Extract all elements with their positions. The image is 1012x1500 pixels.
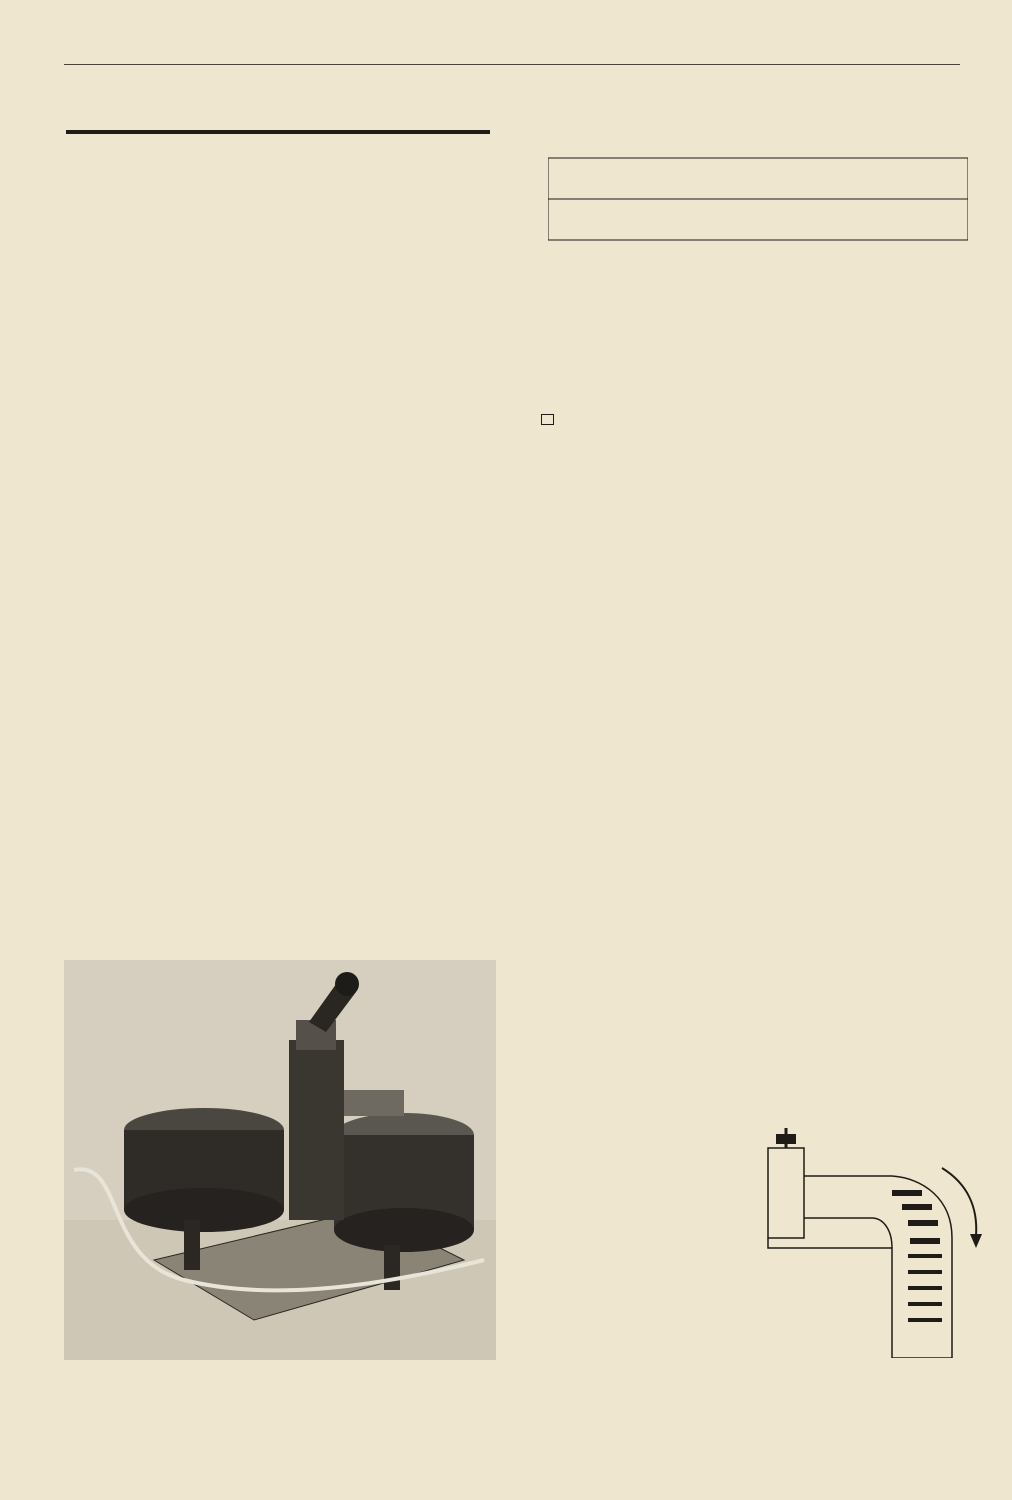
square-icon — [541, 414, 554, 425]
spectrum-figure — [548, 100, 968, 280]
spectrum-caption — [541, 412, 965, 430]
title-rule — [66, 130, 490, 134]
header-rule — [64, 64, 960, 65]
analysis-tables — [548, 286, 968, 396]
pipe-tool-drawing — [742, 1128, 982, 1358]
spectroscope-photo — [64, 960, 496, 1360]
